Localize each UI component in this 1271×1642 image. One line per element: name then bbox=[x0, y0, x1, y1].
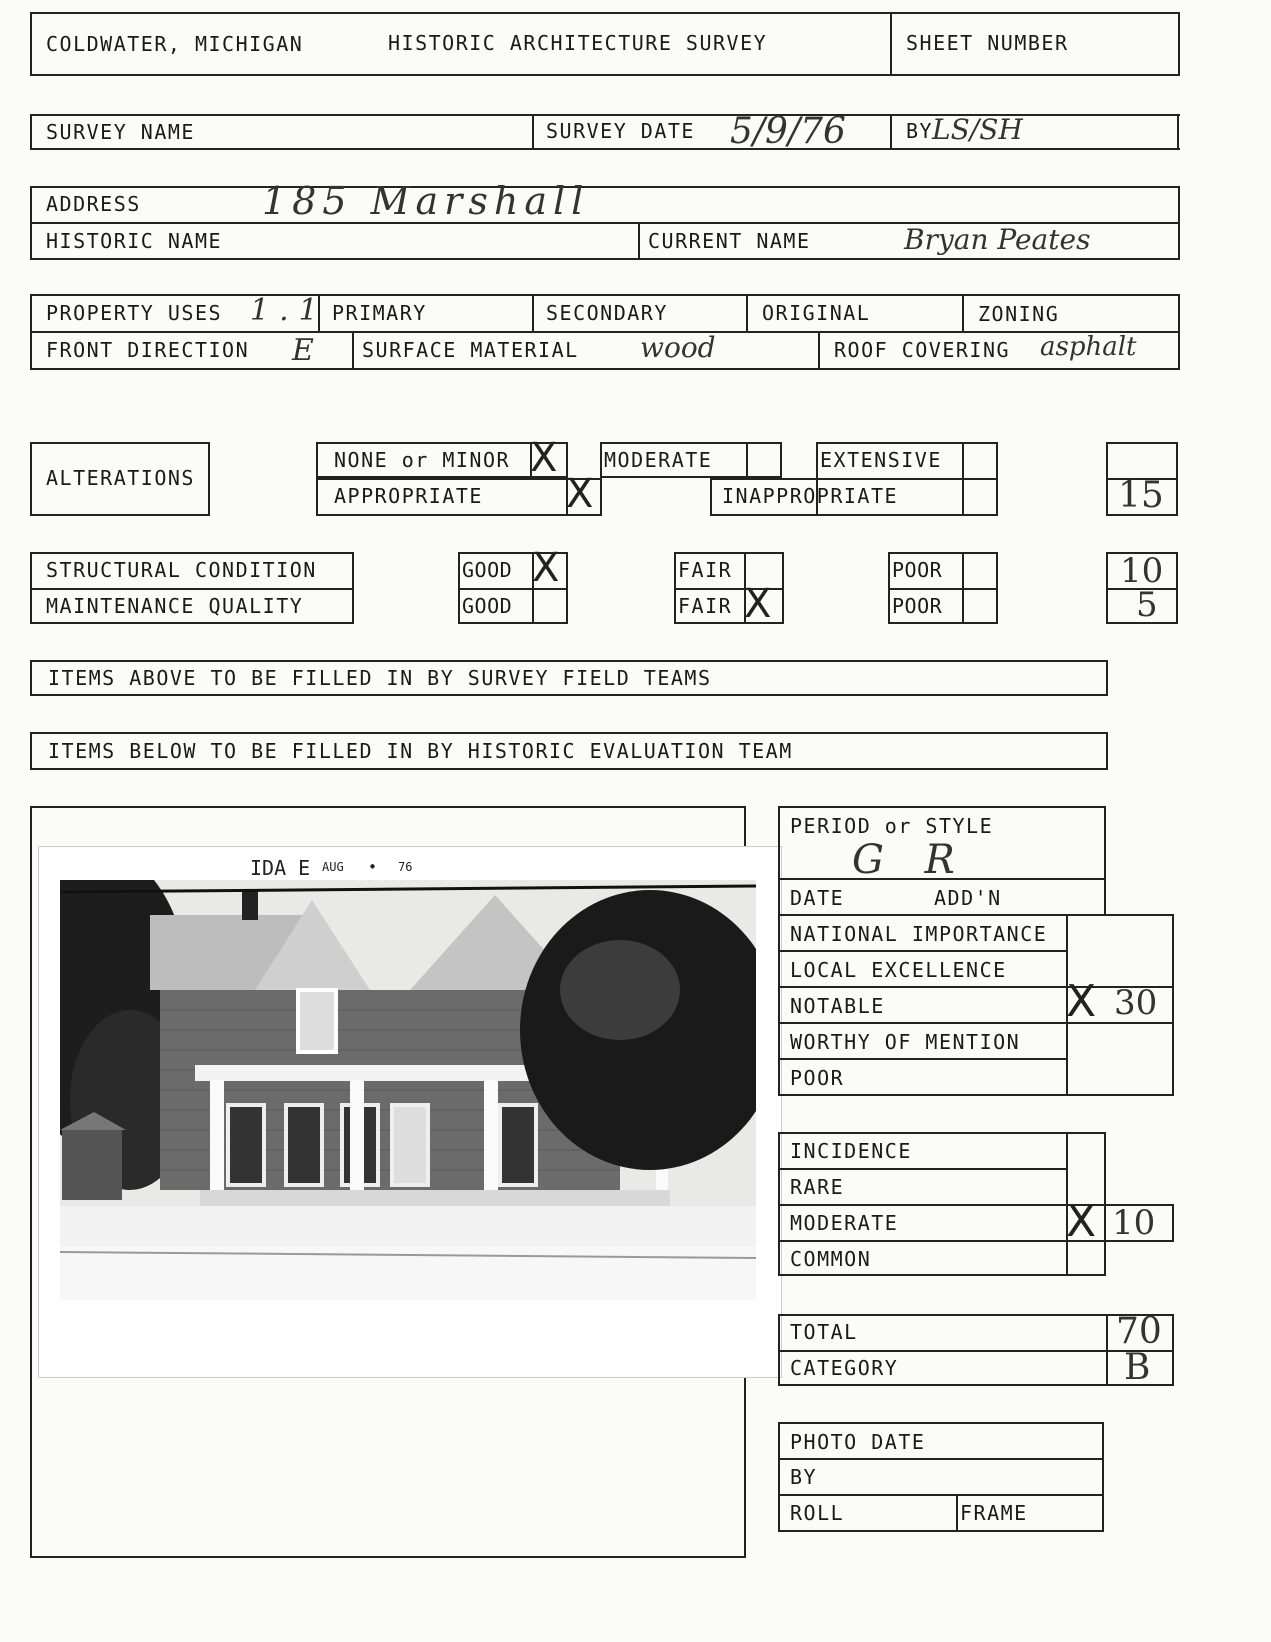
porch-roof bbox=[195, 1065, 535, 1081]
common-label: COMMON bbox=[790, 1247, 872, 1271]
survey-row-bottom bbox=[30, 148, 1180, 150]
historic-name-label: HISTORIC NAME bbox=[46, 229, 223, 253]
total-mid bbox=[778, 1350, 1174, 1352]
secondary-label: SECONDARY bbox=[546, 301, 668, 325]
structural-condition-label: STRUCTURAL CONDITION bbox=[46, 558, 317, 582]
addn-label: ADD'N bbox=[934, 886, 1002, 910]
maintenance-quality-label: MAINTENANCE QUALITY bbox=[46, 594, 304, 618]
primary-label: PRIMARY bbox=[332, 301, 427, 325]
field-note-top bbox=[30, 660, 1108, 662]
porch-column-1 bbox=[210, 1080, 224, 1195]
structural-score: 10 bbox=[1120, 551, 1164, 591]
fair-structural-label: FAIR bbox=[678, 558, 733, 582]
category-label: CATEGORY bbox=[790, 1356, 899, 1380]
roll-frame-div bbox=[956, 1494, 958, 1532]
fair-maintenance-x-mark: X bbox=[744, 581, 772, 627]
photo-stamp-left: IDA E bbox=[250, 856, 311, 880]
good-maintenance-label: GOOD bbox=[462, 594, 513, 618]
property-div5 bbox=[352, 331, 354, 370]
property-div4 bbox=[962, 294, 964, 331]
property-div6 bbox=[818, 331, 820, 370]
extensive-label: EXTENSIVE bbox=[820, 448, 942, 472]
inappropriate-bottom bbox=[710, 514, 818, 516]
poor-check-div bbox=[962, 552, 964, 624]
photo-stamp-month: AUG bbox=[322, 860, 344, 874]
right-tree-highlight bbox=[560, 940, 680, 1040]
photo-by-label: BY bbox=[790, 1465, 818, 1489]
total-label: TOTAL bbox=[790, 1320, 858, 1344]
eval-note-top bbox=[30, 732, 1108, 734]
photo-frame-top bbox=[30, 806, 746, 808]
significance-score: 30 bbox=[1114, 983, 1158, 1023]
condition-label-mid bbox=[30, 588, 354, 590]
photo-date-row-1 bbox=[778, 1458, 1104, 1460]
poor-structural-label: POOR bbox=[892, 558, 943, 582]
frame-label: FRAME bbox=[960, 1501, 1028, 1525]
house-photo bbox=[60, 880, 756, 1300]
worthy-label: WORTHY OF MENTION bbox=[790, 1030, 1021, 1054]
photo-frame-bottom bbox=[30, 1556, 746, 1558]
period-label: PERIOD or STYLE bbox=[790, 814, 994, 838]
eval-note-right bbox=[1106, 732, 1108, 770]
appropriate-label: APPROPRIATE bbox=[334, 484, 483, 508]
eval-note-bottom bbox=[30, 768, 1108, 770]
incidence-score: 10 bbox=[1112, 1203, 1156, 1243]
total-value: 70 bbox=[1116, 1311, 1162, 1352]
current-name-value: Bryan Peates bbox=[904, 223, 1091, 256]
sig-row-1 bbox=[778, 950, 1068, 952]
address-label: ADDRESS bbox=[46, 192, 141, 216]
poor-label: POOR bbox=[790, 1066, 845, 1090]
address-div bbox=[638, 222, 640, 260]
moderate-incidence-label: MODERATE bbox=[790, 1211, 899, 1235]
appropriate-x-mark: X bbox=[566, 471, 594, 517]
alterations-score: 15 bbox=[1118, 475, 1164, 516]
total-div bbox=[1106, 1314, 1108, 1386]
front-door bbox=[392, 1105, 428, 1185]
survey-title: HISTORIC ARCHITECTURE SURVEY bbox=[388, 31, 768, 55]
survey-row-div1 bbox=[532, 114, 534, 150]
alterations-label: ALTERATIONS bbox=[46, 466, 195, 490]
good-structural-label: GOOD bbox=[462, 558, 513, 582]
category-value: B bbox=[1124, 1347, 1151, 1388]
zoning-label: ZONING bbox=[978, 302, 1060, 326]
upper-window bbox=[298, 990, 336, 1052]
photo-stamp-dot: • bbox=[368, 858, 378, 876]
none-minor-x-mark: X bbox=[530, 435, 558, 481]
incidence-label: INCIDENCE bbox=[790, 1139, 912, 1163]
date-label: DATE bbox=[790, 886, 845, 910]
inappropriate-top bbox=[710, 478, 818, 480]
porch-window-1 bbox=[228, 1105, 264, 1185]
property-div3 bbox=[746, 294, 748, 331]
field-note-bottom bbox=[30, 694, 1108, 696]
survey-name-label: SURVEY NAME bbox=[46, 120, 195, 144]
eval-note-left bbox=[30, 732, 32, 770]
extensive-check-div bbox=[962, 442, 964, 516]
lawn bbox=[60, 1206, 756, 1246]
survey-row-right bbox=[1177, 114, 1179, 150]
survey-by-label: BY bbox=[906, 119, 934, 143]
property-uses-value: 1.1 bbox=[250, 293, 328, 328]
porch-column-2 bbox=[350, 1080, 364, 1195]
header-divider bbox=[890, 12, 892, 76]
survey-row-div2 bbox=[890, 114, 892, 150]
fair-maintenance-label: FAIR bbox=[678, 594, 733, 618]
period-value: G R bbox=[852, 837, 969, 883]
evaluation-team-note: ITEMS BELOW TO BE FILLED IN BY HISTORIC EVALUATION TEAM bbox=[48, 739, 793, 763]
field-note-right bbox=[1106, 660, 1108, 696]
inc-score-right bbox=[1172, 1204, 1174, 1242]
photo-frame-left bbox=[30, 806, 32, 1558]
surface-material-value: wood bbox=[640, 331, 716, 364]
survey-date-value: 5/9/76 bbox=[730, 111, 846, 152]
porch-column-3 bbox=[484, 1080, 498, 1195]
property-mid bbox=[30, 331, 1180, 333]
survey-by-value: LS/SH bbox=[932, 113, 1023, 146]
porch-floor bbox=[200, 1190, 670, 1206]
rare-label: RARE bbox=[790, 1175, 845, 1199]
field-teams-note: ITEMS ABOVE TO BE FILLED IN BY SURVEY FIELD TEAMS bbox=[48, 666, 712, 690]
inappropriate-label: INAPPROPRIATE bbox=[722, 484, 899, 508]
notable-x-mark: X bbox=[1066, 976, 1097, 1027]
survey-row-left bbox=[30, 114, 32, 150]
current-name-label: CURRENT NAME bbox=[648, 229, 811, 253]
moderate-label: MODERATE bbox=[604, 448, 713, 472]
original-label: ORIGINAL bbox=[762, 301, 871, 325]
good-structural-x-mark: X bbox=[532, 545, 560, 591]
survey-date-label: SURVEY DATE bbox=[546, 119, 695, 143]
inappropriate-left bbox=[710, 478, 712, 516]
roll-label: ROLL bbox=[790, 1501, 845, 1525]
porch-window-4 bbox=[500, 1105, 536, 1185]
sheet-number-label: SHEET NUMBER bbox=[906, 31, 1069, 55]
moderate-check-div bbox=[746, 442, 748, 478]
none-minor-label: NONE or MINOR bbox=[334, 448, 511, 472]
front-direction-label: FRONT DIRECTION bbox=[46, 338, 250, 362]
field-note-left bbox=[30, 660, 32, 696]
address-value: 185 Marshall bbox=[262, 179, 590, 223]
notable-label: NOTABLE bbox=[790, 994, 885, 1018]
chimney bbox=[242, 890, 258, 920]
property-uses-label: PROPERTY USES bbox=[46, 301, 223, 325]
photo-date-row-2 bbox=[778, 1494, 1104, 1496]
photo-stamp-year: 76 bbox=[398, 860, 413, 874]
moderate-incidence-x-mark: X bbox=[1066, 1196, 1097, 1247]
front-direction-value: E bbox=[292, 333, 314, 368]
extensive-mid bbox=[816, 478, 998, 480]
property-div2 bbox=[532, 294, 534, 331]
maintenance-score: 5 bbox=[1136, 585, 1158, 625]
surface-material-label: SURFACE MATERIAL bbox=[362, 338, 579, 362]
roof-covering-value: asphalt bbox=[1040, 332, 1137, 362]
city-label: COLDWATER, MICHIGAN bbox=[46, 32, 304, 56]
porch-window-2 bbox=[286, 1105, 322, 1185]
garage bbox=[62, 1130, 122, 1200]
poor-maintenance-label: POOR bbox=[892, 594, 943, 618]
sig-row-4 bbox=[778, 1058, 1068, 1060]
roof-covering-label: ROOF COVERING bbox=[834, 338, 1011, 362]
local-excellence-label: LOCAL EXCELLENCE bbox=[790, 958, 1007, 982]
poor-mid bbox=[888, 588, 998, 590]
inc-row-1 bbox=[778, 1168, 1068, 1170]
photo-date-label: PHOTO DATE bbox=[790, 1430, 926, 1454]
national-importance-label: NATIONAL IMPORTANCE bbox=[790, 922, 1048, 946]
